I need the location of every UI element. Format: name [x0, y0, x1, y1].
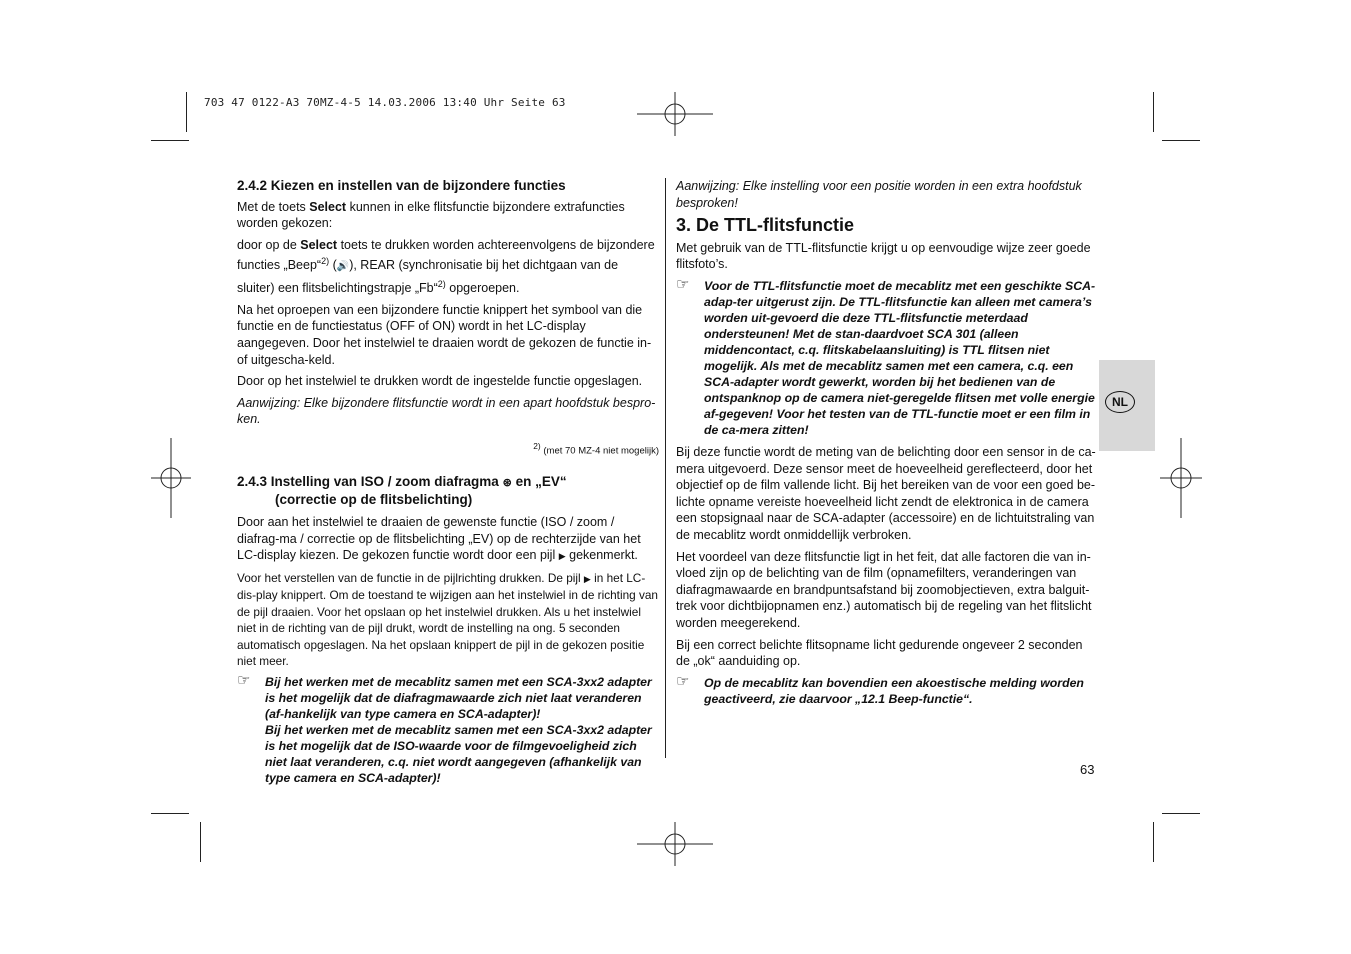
- column-divider: [665, 178, 666, 758]
- note-text: Elke bijzondere flitsfunctie wordt in een apart hoofdstuk bespro-ken.: [237, 395, 656, 427]
- registration-mark-icon: [1160, 438, 1202, 518]
- tip-block: [676, 275, 1096, 438]
- arrow-icon: ▶: [558, 551, 566, 562]
- left-column: [237, 178, 659, 786]
- tip-text: Bij het werken met de mecablitz samen met een SCA-3xx2 adapter is het mogelijk dat de diafragmawaarde zich niet laat veranderen (af-hankelijk van type camera en SCA-adapter)!: [265, 675, 652, 722]
- text: door op de: [237, 237, 301, 252]
- paragraph: Na het oproepen van een bijzondere functie knippert het symbool van die functie en de functiestatus (OFF of ON) wordt in het LC-display aangegeven. Door het instelwiel te draaien wordt de gekozen de functie in- of uitgescha-keld.: [237, 302, 652, 367]
- paragraph: Bij een correct belichte flitsopname licht gedurende ongeveer 2 seconden de „ok“ aanduiding op.: [676, 637, 1083, 669]
- text: in het LC-dis-play knippert. Om de toestand te wijzigen aan het instelwiel in de richting van de pijl draaien. Voor het opslaan op het instelwiel drukken. Als u het instelwiel niet in de richting van de pijl drukt, wordt de instelling na ong. 5 seconden automatisch opgeslagen. Na het opslaan knippert de pijl in de gekozen positie niet meer.: [237, 570, 658, 668]
- page-number: 63: [1080, 762, 1095, 777]
- paragraph: [237, 514, 659, 565]
- crop-mark: [1153, 822, 1154, 862]
- language-badge: NL: [1105, 391, 1135, 413]
- paragraph: Door op het instelwiel te drukken wordt de ingestelde functie opgeslagen.: [237, 374, 643, 389]
- footnote-mark: 2): [533, 441, 541, 452]
- arrow-icon: ▶: [583, 573, 591, 584]
- paragraph: Bij deze functie wordt de meting van de belichting door een sensor in de ca-mera uitgevoerd. Deze sensor meet de hoeveelheid gereflecteerd, door het objectief op de film vallende licht. Bij het bereiken van de voor een goed be-lichte opname vereiste hoeveelheid licht zendt de elektronica in de camera een stopsignaal naar de SCA-adapter (accessoire) en de lichtuitstraling van de mecablitz wordt onmiddellijk verbroken.: [676, 444, 1096, 542]
- text: kunnen in elke flitsfunctie bijzondere extrafuncties worden gekozen:: [237, 199, 625, 231]
- paragraph: [237, 199, 659, 232]
- footnote-ref: 2): [321, 256, 330, 267]
- note-label: Aanwijzing:: [676, 179, 740, 193]
- text: Met de toets: [237, 199, 310, 214]
- crop-mark: [1153, 92, 1154, 132]
- chapter-title: 3. De TTL-flitsfunctie: [676, 215, 855, 236]
- pointing-hand-icon: ☞: [676, 275, 690, 293]
- heading-subtext: (correctie op de flitsbelichting): [275, 491, 473, 507]
- select-key-text: Select: [300, 237, 338, 252]
- paragraph: [237, 237, 659, 297]
- footnote: [237, 438, 659, 460]
- aperture-icon: ⊛: [502, 476, 512, 489]
- speaker-icon: 🔊: [336, 261, 350, 273]
- section-heading-2-4-3: [237, 474, 659, 508]
- crop-mark: [200, 822, 201, 862]
- registration-mark-icon: [637, 92, 713, 136]
- footnote-text: (met 70 MZ-4 niet mogelijk): [543, 445, 659, 457]
- paragraph: Met gebruik van de TTL-flitsfunctie krijgt u op eenvoudige wijze zeer goede flitsfoto’s.: [676, 240, 1091, 272]
- crop-mark: [186, 92, 187, 132]
- text: (: [329, 258, 337, 273]
- text: opgeroepen.: [445, 281, 520, 296]
- tip-text: Op de mecablitz kan bovendien een akoestische melding worden geactiveerd, zie daarvoor „12.1 Beep-functie“.: [704, 675, 1084, 706]
- note: [676, 178, 1096, 211]
- crop-mark: [151, 813, 189, 814]
- paragraph: Het voordeel van deze flitsfunctie ligt in het feit, dat alle factoren die van in-vloed zijn op de belichting van de film (opnamefilters, veranderingen van diafragmawaarde en brandpuntsafstand bij zoomobjectieven, extra balguit-trek voor dichtbijopnamen enz.) automatisch bij de regeling van het flitslicht worden meegerekend.: [676, 549, 1092, 630]
- text: toets te drukken worden achtereenvolgens de bijzondere functies „Beep“: [237, 237, 655, 273]
- print-slug: 703 47 0122-A3 70MZ-4-5 14.03.2006 13:40 Uhr Seite 63: [204, 96, 566, 109]
- note-text: Elke instelling voor een positie worden in een extra hoofdstuk besproken!: [676, 179, 1082, 210]
- right-column: [676, 178, 1096, 707]
- select-key-text: Select: [309, 199, 347, 214]
- registration-mark-icon: [151, 438, 191, 518]
- heading-text: 2.4.3 Instelling van ISO / zoom diafragma: [237, 473, 499, 489]
- tip-text: Bij het werken met de mecablitz samen met een SCA-3xx2 adapter is het mogelijk dat de ISO-waarde voor de filmgevoeligheid zich niet laat veranderen, c.q. niet wordt aangegeven (afhankelijk van type camera en SCA-adapter)!: [265, 723, 652, 786]
- registration-mark-icon: [637, 822, 713, 866]
- heading-text: en „EV“: [515, 473, 567, 489]
- paragraph: [237, 570, 659, 669]
- text: Voor het verstellen van de functie in de pijlrichting drukken. De pijl: [237, 570, 581, 585]
- tip-text: Voor de TTL-flitsfunctie moet de mecablitz met een geschikte SCA-adap-ter uitgerust zijn. De TTL-flitsfunctie kan alleen met camera’s worden uit-gevoerd die deze TTL-flitsfunctie meterdaad ondersteunen! Met de stan-daardvoet SCA 301 (alleen middencontact, c.q. flitskabelaansluiting) is TTL flitsen niet mogelijk. Als met de mecablitz samen met een camera, c.q. een SCA-adapter wordt gewerkt, worden bij het bedienen van de ontspanknop op de camera niet-geregelde flitsen met volle energie af-gegeven! Voor het testen van de TTL-functie moet er een film in de ca-mera zitten!: [704, 278, 1096, 437]
- footnote-ref: 2): [437, 279, 446, 290]
- crop-mark: [151, 140, 189, 141]
- tip-block: [237, 674, 659, 786]
- note-label: Aanwijzing:: [237, 395, 301, 410]
- text: ), REAR (synchronisatie bij het dichtgaan van de sluiter) een flitsbelichtingstrapje „Fb“: [237, 258, 619, 296]
- crop-mark: [1162, 813, 1200, 814]
- crop-mark: [1162, 140, 1200, 141]
- tip-block: [676, 672, 1096, 707]
- text: gekenmerkt.: [569, 548, 638, 563]
- section-heading-2-4-2: 2.4.2 Kiezen en instellen van de bijzondere functies: [237, 178, 566, 193]
- text: Door aan het instelwiel te draaien de gewenste functie (ISO / zoom / diafrag-ma / correctie op de flitsbelichting „EV) op de rechterzijde van het LC-display kiezen. De gekozen functie wordt door een pijl: [237, 515, 641, 563]
- pointing-hand-icon: ☞: [237, 672, 251, 690]
- note: [237, 395, 659, 428]
- pointing-hand-icon: ☞: [676, 672, 690, 690]
